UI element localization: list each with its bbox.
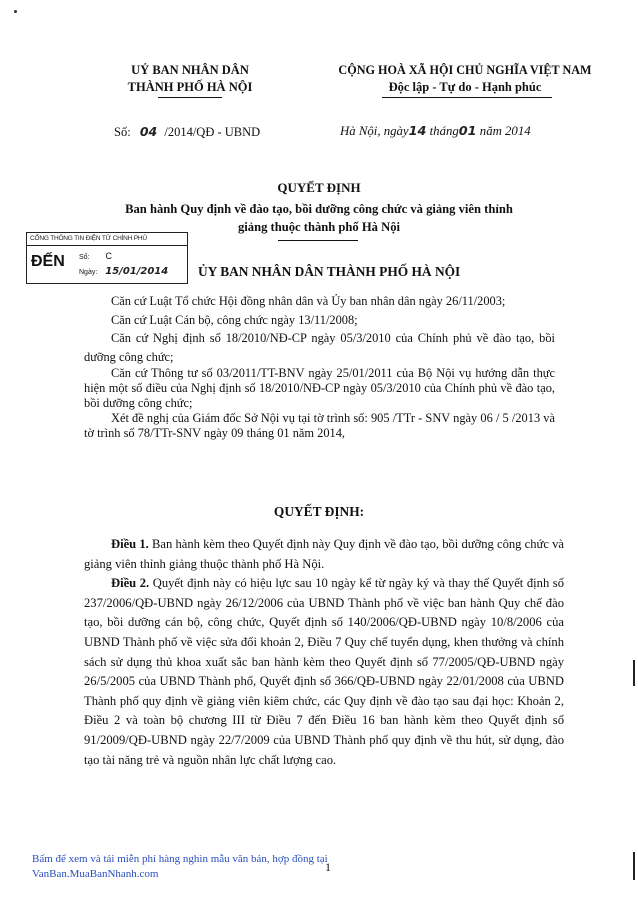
motto: Độc lập - Tự do - Hạnh phúc (388, 80, 542, 94)
issuer-line2: THÀNH PHỐ HÀ NỘI (127, 80, 253, 94)
stamp-den: ĐẾN (31, 253, 65, 270)
footer-note[interactable] (32, 852, 392, 882)
number-suffix: /2014/QĐ - UBND (164, 125, 261, 139)
scan-edge-mark-1 (633, 660, 635, 686)
stamp-ngay-value: 15/01/2014 (105, 266, 169, 277)
document-subtitle-line2: giảng thuộc thành phố Hà Nội (237, 220, 400, 234)
stamp-so-label: Số: (79, 254, 90, 261)
document-number (114, 124, 260, 140)
articles (84, 535, 564, 770)
article-1 (84, 535, 564, 574)
legal-bases (84, 292, 555, 441)
footer-line2[interactable]: VanBan.MuaBanNhanh.com (32, 868, 159, 880)
motto-underline (382, 97, 552, 98)
issuer-underline (158, 97, 222, 98)
article-2 (84, 574, 564, 770)
date-prefix: Hà Nội, ngày (340, 124, 409, 138)
scan-edge-mark-2 (633, 852, 635, 880)
article-1-label: Điều 1. (111, 537, 149, 551)
authority-heading: ỦY BAN NHÂN DÂN THÀNH PHỐ HÀ NỘI (198, 264, 461, 279)
stamp-title: CỔNG THÔNG TIN ĐIỆN TỬ CHÍNH PHỦ (30, 235, 147, 242)
stamp-ngay-label: Ngày: (79, 269, 98, 276)
scan-dot (14, 10, 17, 13)
received-stamp (26, 232, 188, 284)
stamp-divider (27, 245, 187, 246)
date-year: năm 2014 (479, 124, 531, 138)
document-title: QUYẾT ĐỊNH (277, 180, 361, 195)
date-day: 14 (408, 124, 427, 139)
page-number: 1 (325, 860, 331, 874)
number-label: Số: (114, 125, 131, 139)
document-subtitle-line1: Ban hành Quy định về đào tạo, bồi dưỡng công chức và giảng viên thỉnh (125, 202, 513, 216)
stamp-so-value: C (105, 251, 112, 261)
article-2-text: Quyết định này có hiệu lực sau 10 ngày kể từ ngày ký và thay thế Quyết định số 237/2006/QĐ-UBND ngày 26/12/2006 của UBND Thành phố về việc ban hành Quy chế đào tạo, bồi dưỡng cán bộ, công chức, Quyết định số 140/2006/QĐ-UBND ngày 10/8/2006 của UBND Thành phố về việc sửa đổi khoản 2, Điều 7 Quy chế tuyển dụng, khen thưởng và chính sách sử dụng thủ khoa xuất sắc ban hành kèm theo Quyết định số 77/2005/QĐ-UBND ngày 26/5/2005 của UBND Thành phố, Quyết định số 366/QĐ-UBND ngày 22/01/2008 của UBND Thành phố quy định về giảng viên kiêm chức, các Quy định về đào tạo sau đại học: Khoản 2, Điều 2 và toàn bộ chương III từ Điều 7 đến Điều 16 ban hành kèm theo Quyết định số 91/2009/QĐ-UBND ngày 22/7/2009 của UBND Thành phố quy định về thu hút, sử dụng, đào tạo tài năng trẻ và nguồn nhân lực chất lượng cao. (84, 576, 564, 767)
article-2-label: Điều 2. (111, 576, 150, 591)
document-date (340, 124, 531, 139)
country-name: CỘNG HOÀ XÃ HỘI CHỦ NGHĨA VIỆT NAM (338, 63, 592, 77)
issuer-block (110, 62, 270, 96)
basis-2: Căn cứ Luật Cán bộ, công chức ngày 13/11/2008; (111, 312, 358, 327)
stamp-so-row (79, 251, 112, 261)
number-handwritten: 04 (139, 124, 158, 139)
basis-5: Xét đề nghị của Giám đốc Sở Nội vụ tại tờ trình số: 905 /TTr - SNV ngày 06 / 5 /2013 và tờ trình số 78/TTr-SNV ngày 09 tháng 01 năm 2014, (84, 411, 555, 441)
date-month: 01 (458, 124, 477, 139)
stamp-ngay-row (79, 266, 168, 277)
footer-line1: Bấm để xem và tải miễn phí hàng nghìn mẫu văn bản, hợp đồng tại (32, 853, 328, 865)
article-1-text: Ban hành kèm theo Quyết định này Quy định về đào tạo, bồi dưỡng công chức và giảng viên thỉnh giảng thuộc thành phố Hà Nội. (84, 537, 565, 571)
subtitle-underline (278, 240, 358, 241)
national-motto-block (300, 62, 630, 96)
decide-heading: QUYẾT ĐỊNH: (273, 504, 365, 519)
date-month-label: tháng (429, 124, 459, 138)
basis-4: Căn cứ Thông tư số 03/2011/TT-BNV ngày 25/01/2011 của Bộ Nội vụ hướng dẫn thực hiện một số điều của Nghị định số 18/2010/NĐ-CP ngày 05/3/2010 của Chính phủ về đào tạo, bồi dưỡng công chức; (84, 366, 555, 411)
basis-1: Căn cứ Luật Tổ chức Hội đồng nhân dân và Ủy ban nhân dân ngày 26/11/2003; (111, 294, 506, 308)
basis-3: Căn cứ Nghị định số 18/2010/NĐ-CP ngày 05/3/2010 của Chính phủ về đào tạo, bồi dưỡng công chức; (84, 331, 555, 364)
issuer-line1: UỶ BAN NHÂN DÂN (131, 63, 249, 77)
